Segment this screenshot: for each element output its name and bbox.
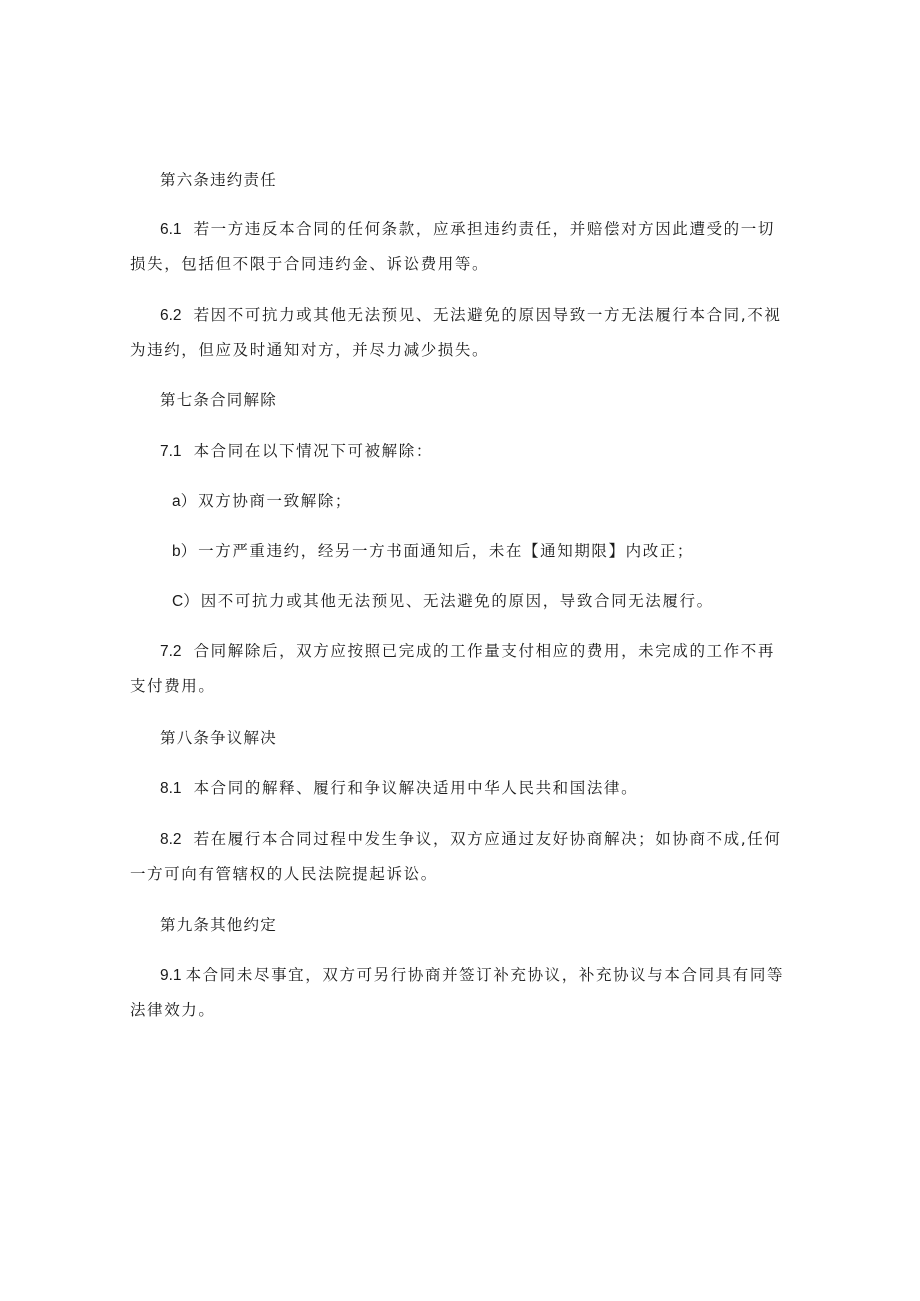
clause-text: 若因不可抗力或其他无法预见、无法避免的原因导致一方无法履行本合同,不视为违约，但应及时通知对方，并尽力减少损失。 xyxy=(130,306,782,359)
item-marker: b） xyxy=(172,543,197,560)
item-text: 一方严重违约，经另一方书面通知后，未在【通知期限】内改正； xyxy=(198,542,695,560)
clause-text: 本合同的解释、履行和争议解决适用中华人民共和国法律。 xyxy=(193,779,639,797)
article-9-heading: 第九条其他约定 xyxy=(160,916,277,934)
clause-8-1 xyxy=(130,771,790,806)
item-text: 双方协商一致解除； xyxy=(198,492,353,510)
list-item-b xyxy=(172,534,694,569)
article-6-heading: 第六条违约责任 xyxy=(160,171,277,189)
clause-number: 7.2 xyxy=(160,643,182,660)
item-text: 因不可抗力或其他无法预见、无法避免的原因，导致合同无法履行。 xyxy=(200,592,714,610)
clause-text: 本合同未尽事宜，双方可另行协商并签订补充协议，补充协议与本合同具有同等法律效力。 xyxy=(130,966,785,1019)
clause-6-1 xyxy=(130,212,790,281)
list-item-a xyxy=(172,484,352,519)
clause-text: 合同解除后，双方应按照已完成的工作量支付相应的费用，未完成的工作不再支付费用。 xyxy=(130,642,775,695)
clause-7-2 xyxy=(130,634,790,703)
clause-number: 6.2 xyxy=(160,307,182,324)
clause-6-2 xyxy=(130,298,790,367)
clause-text: 若一方违反本合同的任何条款，应承担违约责任，并赔偿对方因此遭受的一切损失，包括但不限于合同违约金、诉讼费用等。 xyxy=(130,220,775,273)
clause-number: 7.1 xyxy=(160,443,182,460)
clause-8-2 xyxy=(130,822,790,891)
clause-number: 6.1 xyxy=(160,221,182,238)
article-7-heading: 第七条合同解除 xyxy=(160,391,277,409)
article-8-heading: 第八条争议解决 xyxy=(160,729,277,747)
item-marker: C） xyxy=(172,593,199,610)
clause-number: 8.2 xyxy=(160,831,182,848)
clause-7-1 xyxy=(130,434,790,469)
clause-text: 本合同在以下情况下可被解除： xyxy=(193,442,433,460)
item-marker: a） xyxy=(172,493,197,510)
list-item-c xyxy=(172,584,714,619)
clause-number: 8.1 xyxy=(160,780,182,797)
clause-number: 9.1 xyxy=(160,967,182,984)
clause-text: 若在履行本合同过程中发生争议，双方应通过友好协商解决；如协商不成,任何一方可向有管辖权的人民法院提起诉讼。 xyxy=(130,830,782,883)
clause-9-1 xyxy=(130,958,790,1027)
